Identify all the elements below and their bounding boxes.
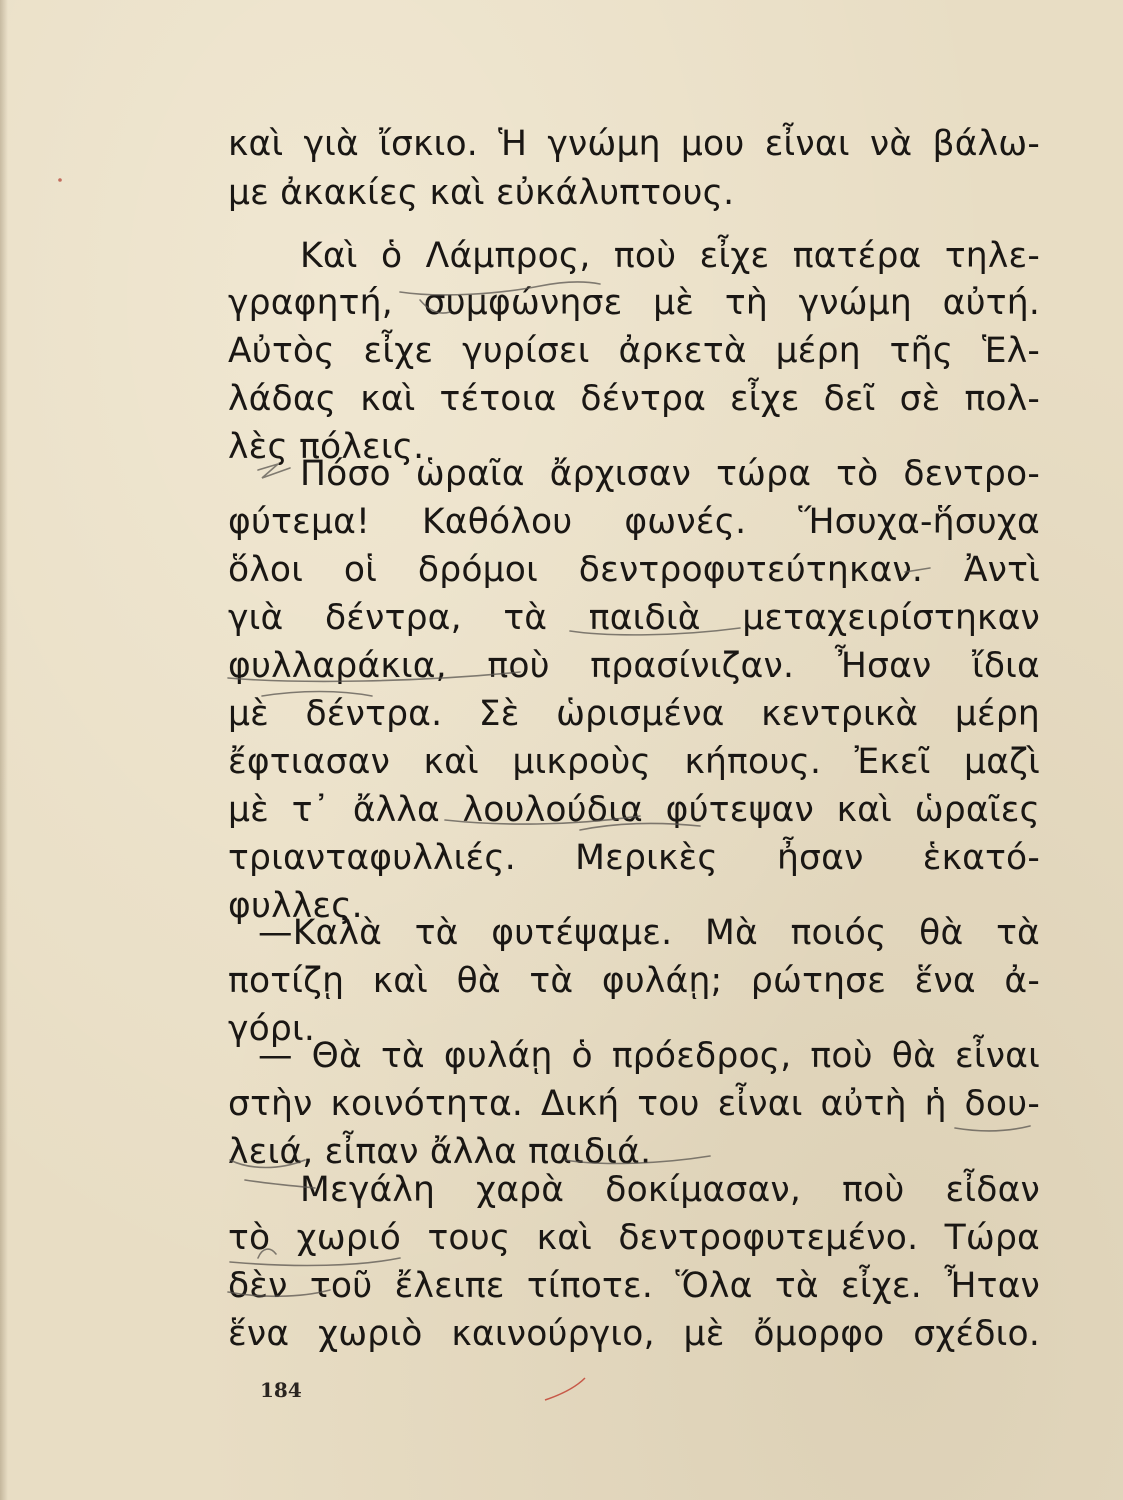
text-line: Πόσο ὡραῖα ἄρχισαν τώρα τὸ δεντρο-	[300, 454, 1040, 494]
text-line: γόρι.	[228, 1009, 316, 1049]
text-line: Μεγάλη χαρὰ δοκίμασαν, ποὺ εἶδαν	[300, 1170, 1040, 1210]
text-line: γραφητή, συμφώνησε μὲ τὴ γνώμη αὐτή.	[228, 283, 1040, 323]
text-line: ἕνα χωριὸ καινούργιο, μὲ ὄμορφο σχέδιο.	[228, 1314, 1040, 1354]
text-line: λὲς πόλεις.	[228, 427, 425, 467]
page-edge-shadow	[0, 0, 8, 1500]
text-line: γιὰ δέντρα, τὰ παιδιὰ μεταχειρίστηκαν	[228, 598, 1040, 638]
text-line: με ἀκακίες καὶ εὐκάλυπτους.	[228, 173, 735, 213]
text-line: — Θὰ τὰ φυλάῃ ὁ πρόεδρος, ποὺ θὰ εἶναι	[258, 1036, 1040, 1076]
text-line: τριανταφυλλιές. Μερικὲς ἦσαν ἑκατό-	[228, 838, 1040, 878]
text-line: Καὶ ὁ Λάμπρος, ποὺ εἶχε πατέρα τηλε-	[300, 236, 1040, 276]
text-line: φυλλαράκια, ποὺ πρασίνιζαν. Ἦσαν ἴδια	[228, 646, 1040, 686]
text-line: ἔφτιασαν καὶ μικροὺς κήπους. Ἐκεῖ μαζὶ	[228, 742, 1040, 782]
text-line: μὲ τ᾿ ἄλλα λουλούδια φύτεψαν καὶ ὡραῖες	[228, 790, 1040, 830]
page-number: 184	[260, 1378, 302, 1402]
text-line: στὴν κοινότητα. Δική του εἶναι αὐτὴ ἡ δου-	[228, 1084, 1040, 1124]
text-line: καὶ γιὰ ἴσκιο. Ἡ γνώμη μου εἶναι νὰ βάλω-	[228, 124, 1040, 164]
text-line: λάδας καὶ τέτοια δέντρα εἶχε δεῖ σὲ πολ-	[228, 379, 1040, 419]
text-line: —Καλὰ τὰ φυτέψαμε. Μὰ ποιός θὰ τὰ	[258, 913, 1040, 953]
text-line: ποτίζῃ καὶ θὰ τὰ φυλάῃ; ρώτησε ἕνα ἀ-	[228, 961, 1040, 1001]
text-line: ὅλοι οἱ δρόμοι δεντροφυτεύτηκαν. Ἀντὶ	[228, 550, 1040, 590]
text-line: δὲν τοῦ ἔλειπε τίποτε. Ὅλα τὰ εἶχε. Ἦταν	[228, 1266, 1040, 1306]
text-line: φυλλες.	[228, 886, 363, 926]
text-line: Αὐτὸς εἶχε γυρίσει ἀρκετὰ μέρη τῆς Ἑλ-	[228, 331, 1040, 371]
text-line: φύτεμα! Καθόλου φωνές. Ἥσυχα-ἥσυχα	[228, 502, 1040, 542]
text-line: μὲ δέντρα. Σὲ ὡρισμένα κεντρικὰ μέρη	[228, 694, 1040, 734]
text-line: τὸ χωριό τους καὶ δεντροφυτεμένο. Τώρα	[228, 1218, 1040, 1258]
red-dot	[58, 178, 62, 182]
red-pen-mark	[545, 1378, 585, 1400]
text-line: λειά, εἶπαν ἄλλα παιδιά.	[228, 1132, 652, 1172]
